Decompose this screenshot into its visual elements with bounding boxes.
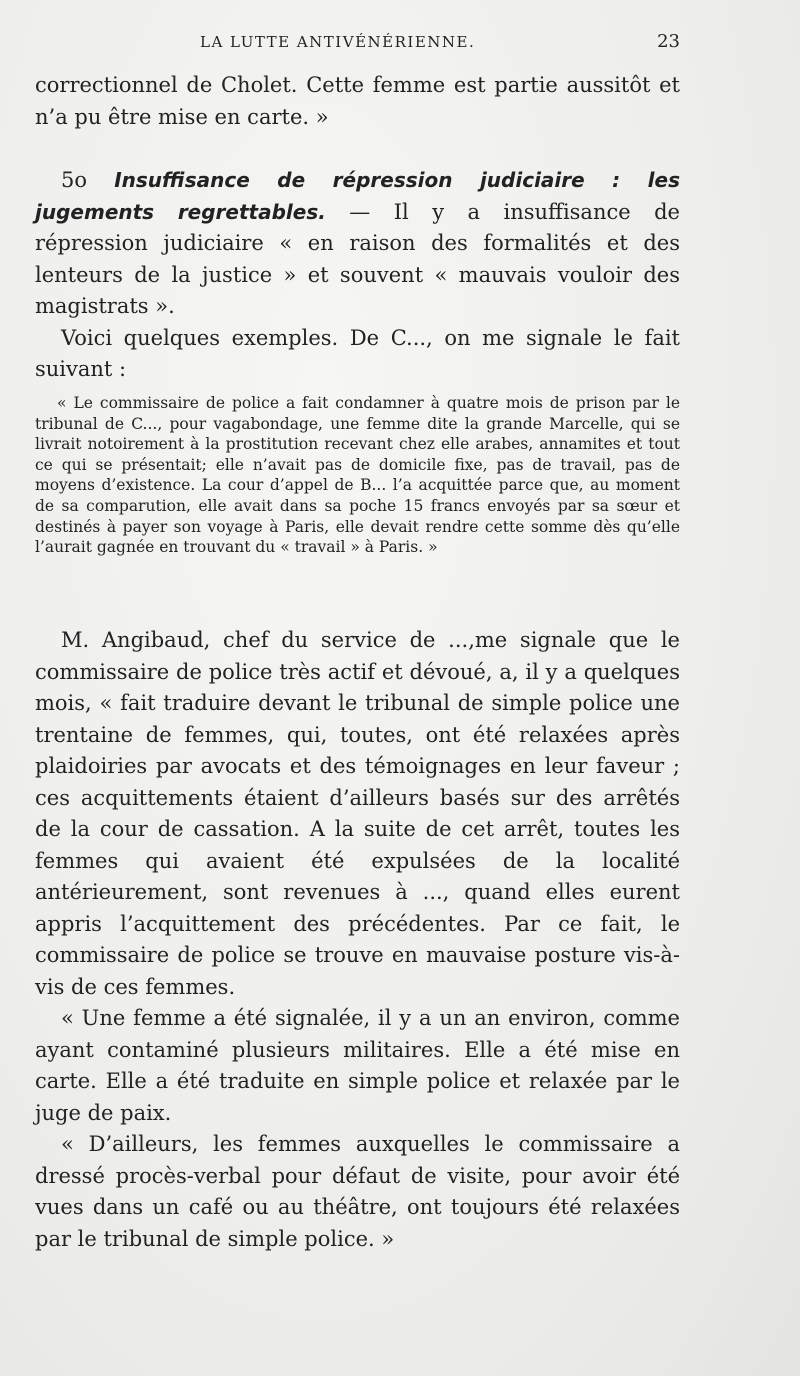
text-block-bottom	[35, 625, 680, 1255]
quote-paragraph: « Le commissaire de police a fait condamner à quatre mois de prison par le tribunal de C..., pour vagabondage, une femme dite la grande Marcelle, qui se livrait notoirement à la prostitution recevant chez elle arabes, annamites et tout ce qui se présentait; elle n’avait pas de domicile fixe, pas de travail, pas de moyens d’existence. La cour d’appel de B... l’a acquittée parce que, au moment de sa comparution, elle avait dans sa poche 15 francs envoyés par sa sœur et destinés à payer son voyage à Paris, elle devait rendre cette somme dès qu’elle l’aurait gagnée en trouvant du « travail » à Paris. »	[35, 394, 680, 557]
section-heading: Insuffisance de répression judiciaire : les jugements regrettables.	[35, 168, 680, 224]
page-number: 23	[657, 31, 680, 52]
continuation-paragraph: correctionnel de Cholet. Cette femme est partie aussitôt et n’a pu être mise en carte. »	[35, 73, 680, 129]
section-dash: —	[325, 199, 394, 224]
section5-text: Il y a insuffisance de répression judiciaire « en raison des formalités et des lenteurs de la justice » et souvent « mauvais vouloir des magistrats ».	[35, 199, 680, 318]
femme-paragraph: « Une femme a été signalée, il y a un an environ, comme ayant contaminé plusieurs militaires. Elle a été mise en carte. Elle a été traduite en simple police et relaxée par le juge de paix.	[35, 1006, 680, 1125]
page-header	[200, 33, 680, 55]
section5-paragraph	[35, 165, 680, 323]
block-quote	[35, 393, 680, 558]
angibaud-paragraph: M. Angibaud, chef du service de ...,me signale que le commissaire de police très actif et dévoué, a, il y a quelques mois, « fait traduire devant le tribunal de simple police une trentaine de femmes, qui, toutes, ont été relaxées après plaidoiries par avocats et des témoignages en leur faveur ; ces acquittements étaient d’ailleurs basés sur des arrêtés de la cour de cassation. A la suite de cet arrêt, toutes les femmes qui avaient été expulsées de la localité antérieurement, sont revenues à ..., quand elles eurent appris l’acquittement des précédentes. Par ce fait, le commissaire de police se trouve en mauvaise posture vis-à-vis de ces femmes.	[35, 628, 680, 999]
ailleurs-paragraph: « D’ailleurs, les femmes auxquelles le commissaire a dressé procès-verbal pour défaut de visite, pour avoir été vues dans un café ou au théâtre, ont toujours été relaxées par le tribunal de simple police. »	[35, 1132, 680, 1251]
examples-intro-paragraph: Voici quelques exemples. De C..., on me signale le fait suivant :	[35, 325, 680, 381]
text-block-top	[35, 70, 680, 133]
text-block-section5	[35, 165, 680, 386]
running-title: LA LUTTE ANTIVÉNÉRIENNE.	[200, 33, 476, 51]
section-number: 5o	[61, 168, 88, 192]
